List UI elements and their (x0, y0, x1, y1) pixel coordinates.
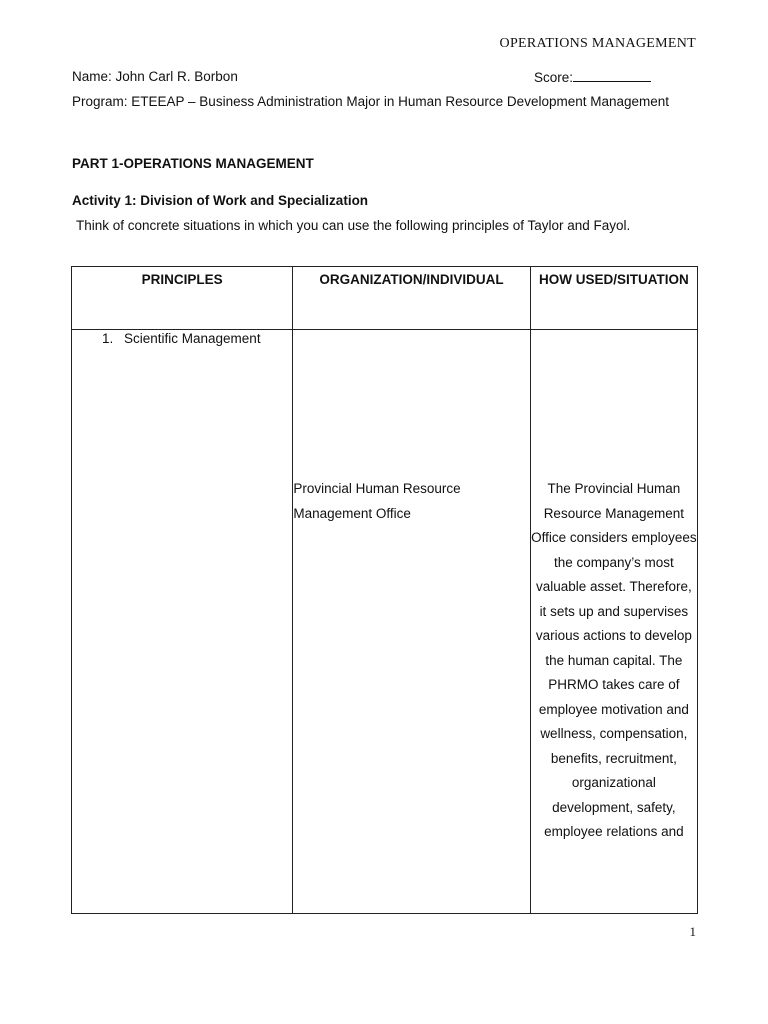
header-how-used: HOW USED/SITUATION (530, 267, 697, 330)
principle-item (72, 330, 292, 348)
principle-cell (72, 330, 293, 914)
part-title: PART 1-OPERATIONS MANAGEMENT (72, 156, 314, 171)
program-line: Program: ETEEAP – Business Administration Major in Human Resource Development Management (72, 94, 670, 109)
score-field (534, 69, 651, 85)
header-principles: PRINCIPLES (72, 267, 293, 330)
activity-instruction: Think of concrete situations in which you can use the following principles of Taylor and Fayol. (76, 218, 631, 233)
principle-number: 1. (102, 331, 114, 346)
table-row (72, 330, 698, 914)
how-used-text: The Provincial Human Resource Management Office considers employees the company’s most valuable asset. Therefore, it sets up and supervises various actions to develop the human capital. The PHRMO takes care of employee motivation and wellness, compensation, benefits, recruitment, organizational development, safety, employee relations and (531, 481, 697, 839)
page-number: 1 (689, 924, 696, 939)
organization-name: Provincial Human Resource Management Office (293, 481, 461, 521)
document-header-title: OPERATIONS MANAGEMENT (499, 36, 696, 51)
organization-cell (293, 330, 530, 914)
score-label: Score: (534, 70, 574, 85)
principles-table (71, 266, 698, 914)
student-name: Name: John Carl R. Borbon (72, 69, 238, 84)
header-organization: ORGANIZATION/INDIVIDUAL (293, 267, 530, 330)
table-header-row (72, 267, 698, 330)
how-used-cell (530, 330, 697, 914)
score-blank-line (573, 69, 651, 82)
activity-title: Activity 1: Division of Work and Specialization (72, 193, 369, 208)
principle-name: Scientific Management (124, 331, 261, 346)
